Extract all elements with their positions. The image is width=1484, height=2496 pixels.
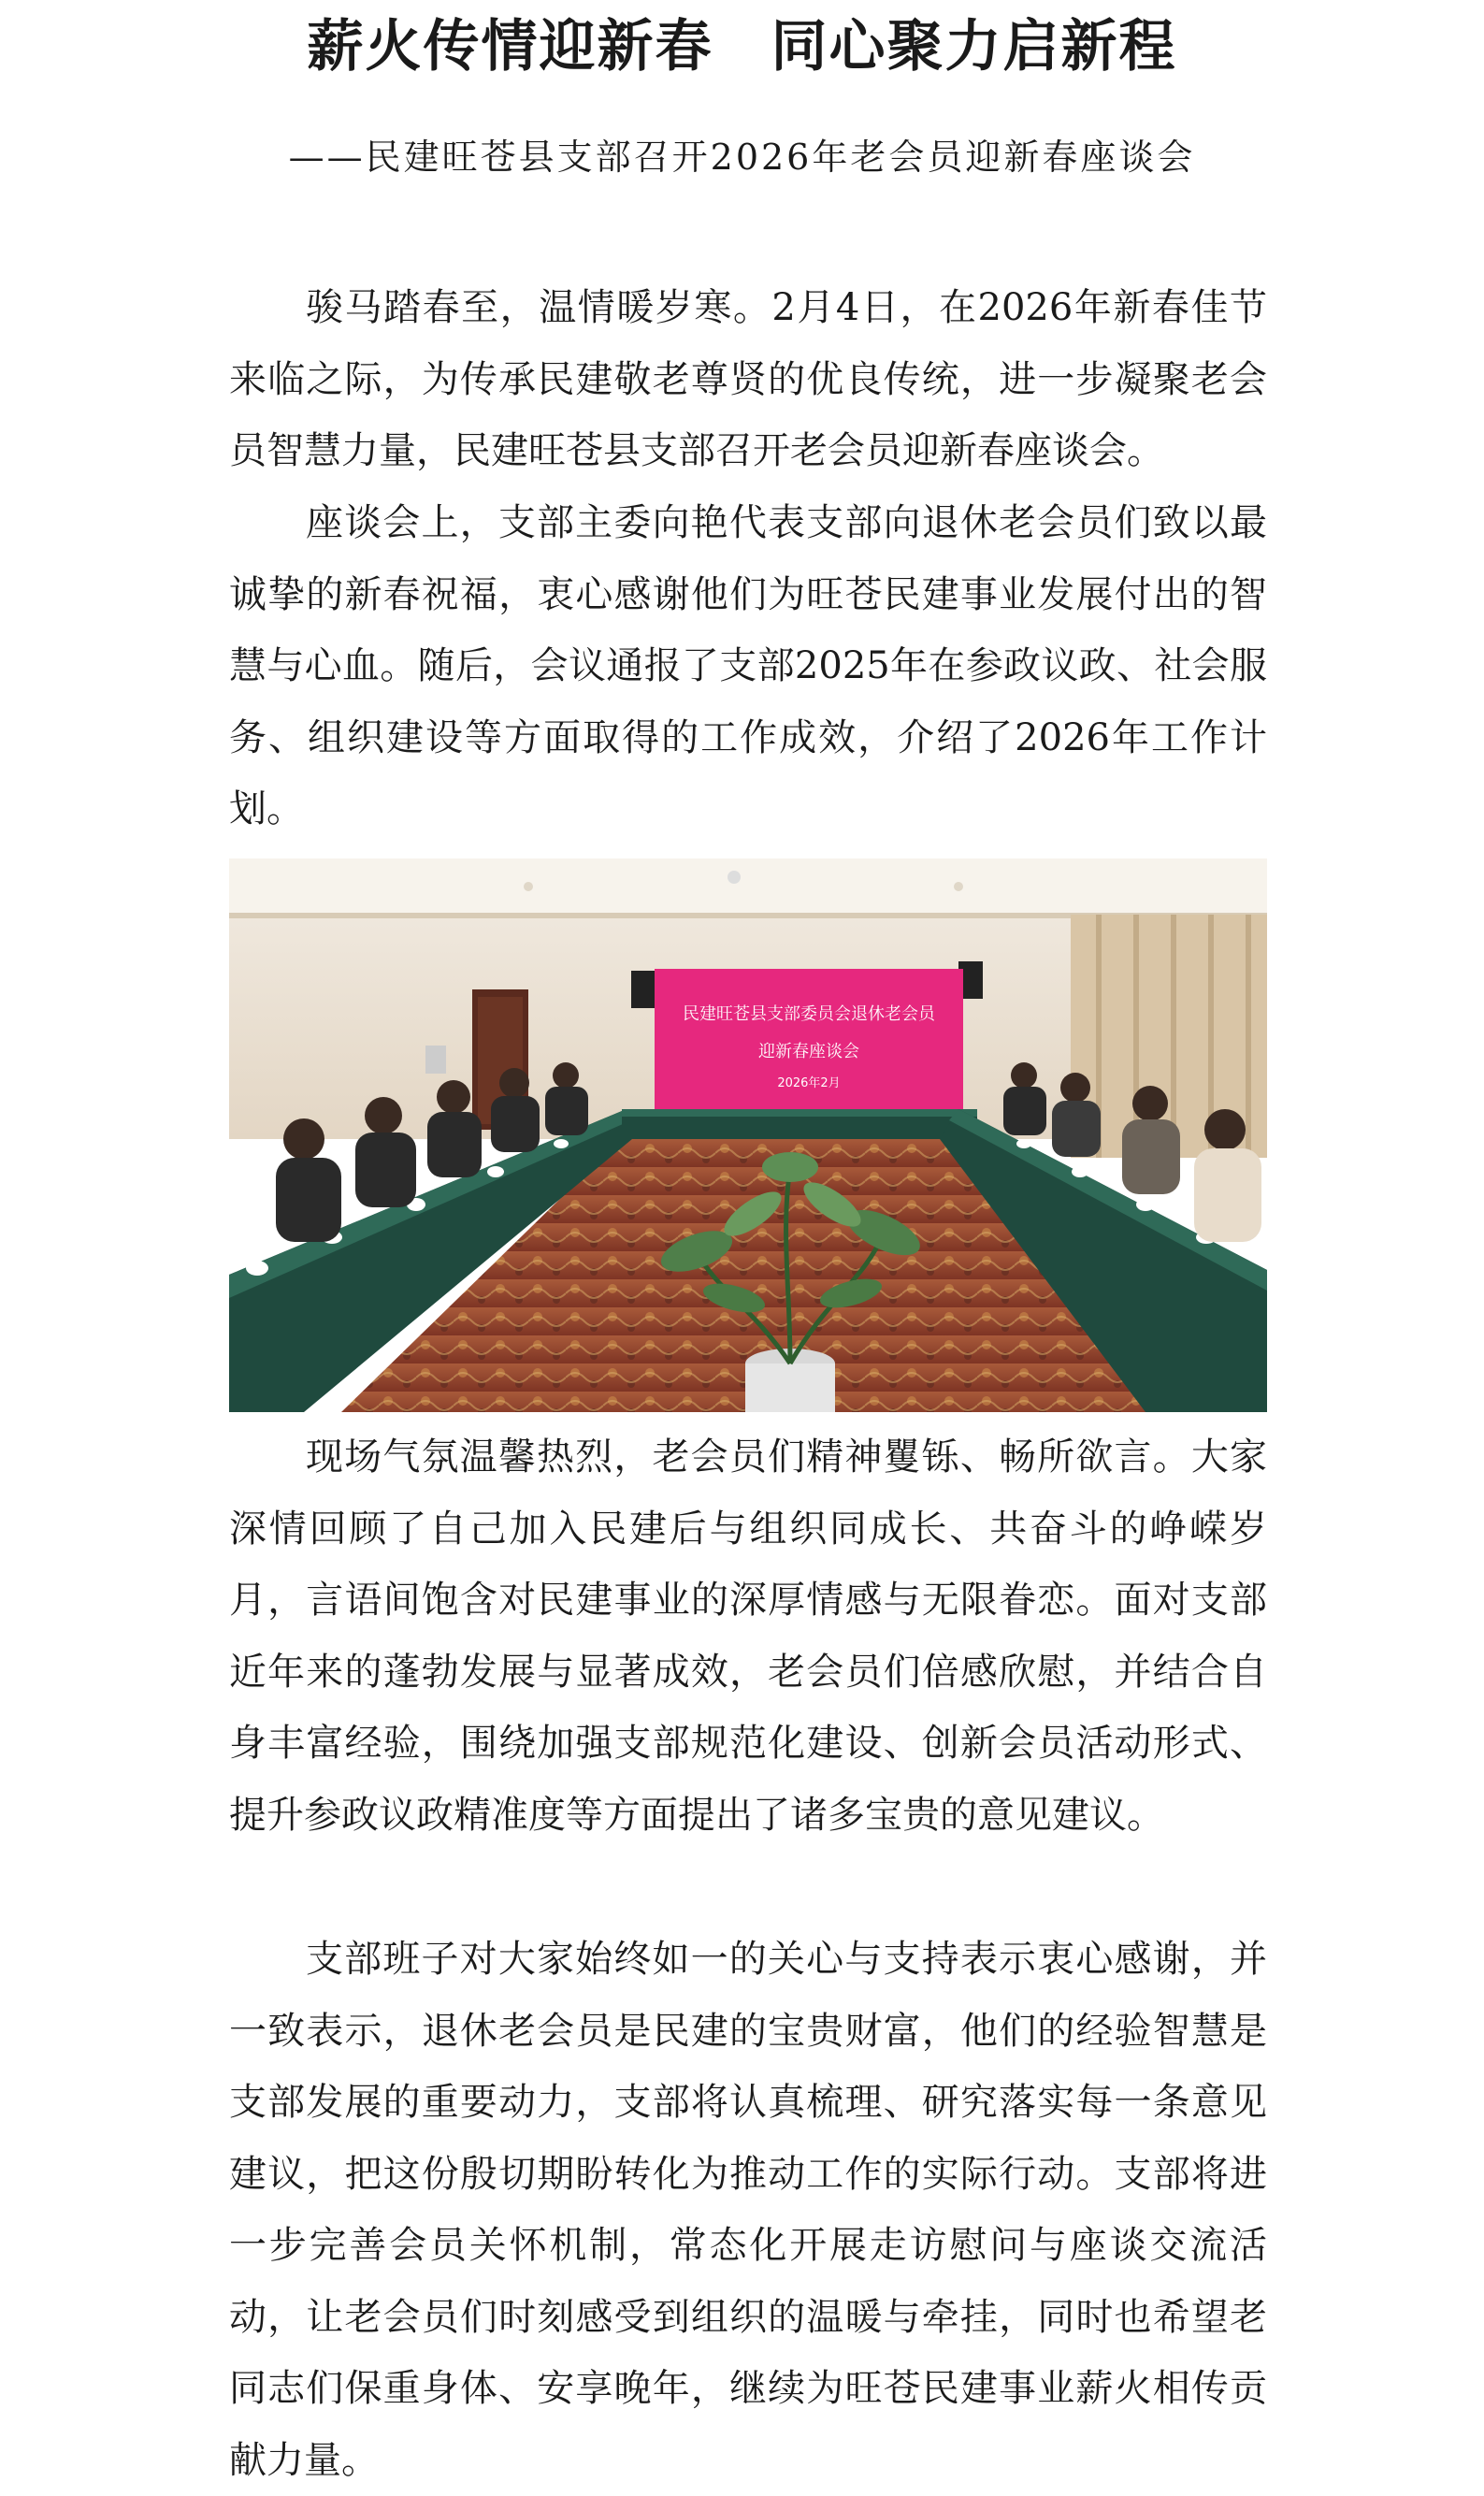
article-paragraph: 现场气氛温馨热烈，老会员们精神矍铄、畅所欲言。大家深情回顾了自己加入民建后与组织同成长、共奋斗的峥嵘岁月，言语间饱含对民建事业的深厚情感与无限眷恋。面对支部近年来的蓬勃发展与显著成效，老会员们倍感欣慰，并结合自身丰富经验，围绕加强支部规范化建设、创新会员活动形式、提升参政议政精准度等方面提出了诸多宝贵的意见建议。 <box>229 1436 1267 1837</box>
meeting-photo <box>229 858 1267 1412</box>
article-title: 薪火传情迎新春 同心聚力启新程 <box>307 14 1177 79</box>
banner-line1: 民建旺苍县支部委员会退休老会员 <box>683 1004 935 1024</box>
article-subtitle: ——民建旺苍县支部召开2026年老会员迎新春座谈会 <box>288 137 1196 178</box>
banner-line2: 迎新春座谈会 <box>758 1042 859 1061</box>
speaker-left <box>631 971 656 1008</box>
ceiling <box>229 858 1267 915</box>
article-paragraph: 支部班子对大家始终如一的关心与支持表示衷心感谢，并一致表示，退休老会员是民建的宝贵财富，他们的经验智慧是支部发展的重要动力，支部将认真梳理、研究落实每一条意见建议，把这份殷切期盼转化为推动工作的实际行动。支部将进一步完善会员关怀机制，常态化开展走访慰问与座谈交流活动，让老会员们时刻感受到组织的温暖与牵挂，同时也希望老同志们保重身体、安享晚年，继续为旺苍民建事业薪火相传贡献力量。 <box>229 1938 1267 2482</box>
article-paragraph: 骏马踏春至，温情暖岁寒。2月4日，在2026年新春佳节来临之际，为传承民建敬老尊贤的优良传统，进一步凝聚老会员智慧力量，民建旺苍县支部召开老会员迎新春座谈会。 <box>229 286 1267 472</box>
banner-date: 2026年2月 <box>777 1076 841 1090</box>
article-paragraph: 座谈会上，支部主委向艳代表支部向退休老会员们致以最诚挚的新春祝福，衷心感谢他们为旺苍民建事业发展付出的智慧与心血。随后，会议通报了支部2025年在参政议政、社会服务、组织建设等方面取得的工作成效，介绍了2026年工作计划。 <box>229 501 1267 830</box>
